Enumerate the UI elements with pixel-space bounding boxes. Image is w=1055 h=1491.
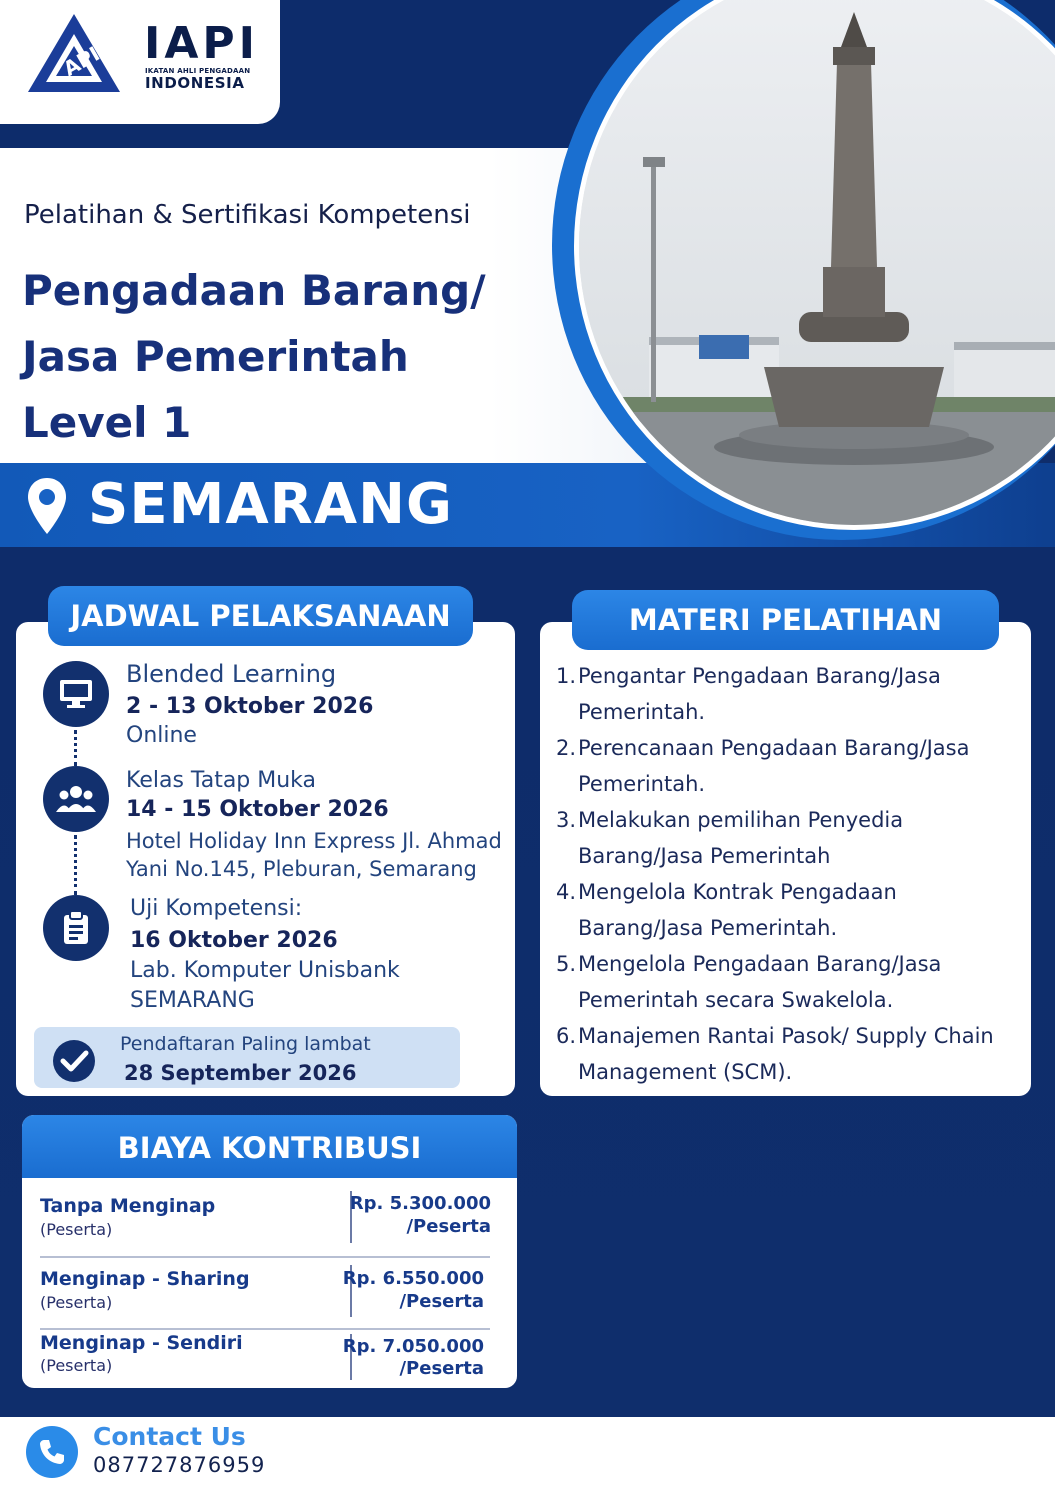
- fee-row-3-note: (Peserta): [40, 1356, 113, 1375]
- list-item-line-2: Pemerintah.: [578, 772, 706, 796]
- timeline-connector-2: [74, 835, 77, 895]
- hero-title-line-2: Jasa Pemerintah: [22, 332, 409, 381]
- clipboard-icon: [43, 895, 109, 961]
- schedule-item-3-place-line-2: SEMARANG: [130, 988, 255, 1013]
- list-item: [556, 658, 1022, 730]
- fee-row-2-price: Rp. 6.550.000: [342, 1268, 484, 1289]
- list-item-number: 6.: [556, 1024, 577, 1048]
- list-item-line-1: Manajemen Rantai Pasok/ Supply Chain: [578, 1024, 994, 1048]
- schedule-item-2-date: 14 - 15 Oktober 2026: [126, 797, 389, 822]
- list-item-number: 4.: [556, 880, 577, 904]
- list-item-line-1: Melakukan pemilihan Penyedia: [578, 808, 904, 832]
- iapi-logo-icon: [26, 12, 122, 94]
- list-item-line-1: Pengantar Pengadaan Barang/Jasa: [578, 664, 941, 688]
- fee-row-2-name: Menginap - Sharing: [40, 1268, 250, 1290]
- schedule-item-3-date: 16 Oktober 2026: [130, 928, 338, 953]
- monitor-icon: [43, 661, 109, 727]
- map-pin-icon: [26, 476, 68, 536]
- fees-card: [22, 1115, 517, 1388]
- schedule-heading: JADWAL PELAKSANAAN: [48, 586, 473, 646]
- fee-row-separator: [40, 1256, 490, 1258]
- schedule-item-1-date: 2 - 13 Oktober 2026: [126, 694, 374, 719]
- check-circle-icon: [52, 1039, 96, 1083]
- schedule-item-2-place-line-1: Hotel Holiday Inn Express Jl. Ahmad: [126, 829, 502, 853]
- list-item-number: 5.: [556, 952, 577, 976]
- list-item-number: 2.: [556, 736, 577, 760]
- fee-row-1-price: Rp. 5.300.000: [349, 1193, 491, 1214]
- list-item-line-1: Mengelola Pengadaan Barang/Jasa: [578, 952, 942, 976]
- fee-row-3-name: Menginap - Sendiri: [40, 1332, 243, 1354]
- list-item-line-1: Perencanaan Pengadaan Barang/Jasa: [578, 736, 970, 760]
- deadline-label: Pendaftaran Paling lambat: [120, 1033, 371, 1055]
- hero-title-line-1: Pengadaan Barang/: [22, 266, 486, 315]
- list-item: [556, 730, 1022, 802]
- hero-subtitle: Pelatihan & Sertifikasi Kompetensi: [24, 200, 471, 230]
- logo-card: [0, 0, 280, 124]
- group-icon: [43, 766, 109, 832]
- fee-row-3-unit: /Peserta: [399, 1358, 484, 1379]
- schedule-item-2-label: Kelas Tatap Muka: [126, 768, 317, 793]
- fee-row-3-price: Rp. 7.050.000: [342, 1336, 484, 1357]
- logo-acronym: IAPI: [144, 18, 260, 69]
- list-item-line-1: Mengelola Kontrak Pengadaan: [578, 880, 897, 904]
- contact-phone[interactable]: 087727876959: [93, 1453, 266, 1477]
- list-item-number: 3.: [556, 808, 577, 832]
- list-item: [556, 946, 1022, 1018]
- list-item: [556, 802, 1022, 874]
- list-item-line-2: Barang/Jasa Pemerintah: [578, 844, 831, 868]
- hero-title-line-3: Level 1: [22, 398, 192, 447]
- hero-title: [22, 258, 582, 456]
- fees-heading: BIAYA KONTRIBUSI: [22, 1115, 517, 1178]
- fee-row-1-name: Tanpa Menginap: [40, 1195, 216, 1217]
- timeline-connector-1: [74, 730, 77, 766]
- list-item-line-2: Management (SCM).: [578, 1060, 793, 1084]
- schedule-item-3-label: Uji Kompetensi:: [130, 896, 303, 921]
- svg-text:API: API: [59, 41, 104, 81]
- list-item-line-2: Pemerintah secara Swakelola.: [578, 988, 894, 1012]
- schedule-item-1-place: Online: [126, 723, 197, 748]
- fee-row-2-note: (Peserta): [40, 1293, 113, 1312]
- schedule-item-3-place-line-1: Lab. Komputer Unisbank: [130, 958, 400, 983]
- schedule-item-2-place-line-2: Yani No.145, Pleburan, Semarang: [126, 857, 477, 881]
- fee-row-separator: [40, 1328, 490, 1330]
- fee-row-2-unit: /Peserta: [399, 1291, 484, 1312]
- logo-subtitle-country: INDONESIA: [145, 74, 245, 92]
- list-item-line-2: Pemerintah.: [578, 700, 706, 724]
- phone-icon[interactable]: [26, 1426, 78, 1478]
- logo-subtitle-small: IKATAN AHLI PENGADAAN: [145, 67, 251, 75]
- location-title: SEMARANG: [88, 472, 453, 537]
- list-item-line-2: Barang/Jasa Pemerintah.: [578, 916, 838, 940]
- materials-heading: MATERI PELATIHAN: [572, 590, 999, 650]
- list-item: [556, 874, 1022, 946]
- list-item-number: 1.: [556, 664, 577, 688]
- fee-row-1-note: (Peserta): [40, 1220, 113, 1239]
- deadline-date: 28 September 2026: [124, 1061, 357, 1085]
- fee-row-1-unit: /Peserta: [406, 1216, 491, 1237]
- materials-list: [556, 658, 1022, 1090]
- schedule-item-1-label: Blended Learning: [126, 660, 337, 688]
- contact-title: Contact Us: [93, 1422, 246, 1451]
- list-item: [556, 1018, 1022, 1090]
